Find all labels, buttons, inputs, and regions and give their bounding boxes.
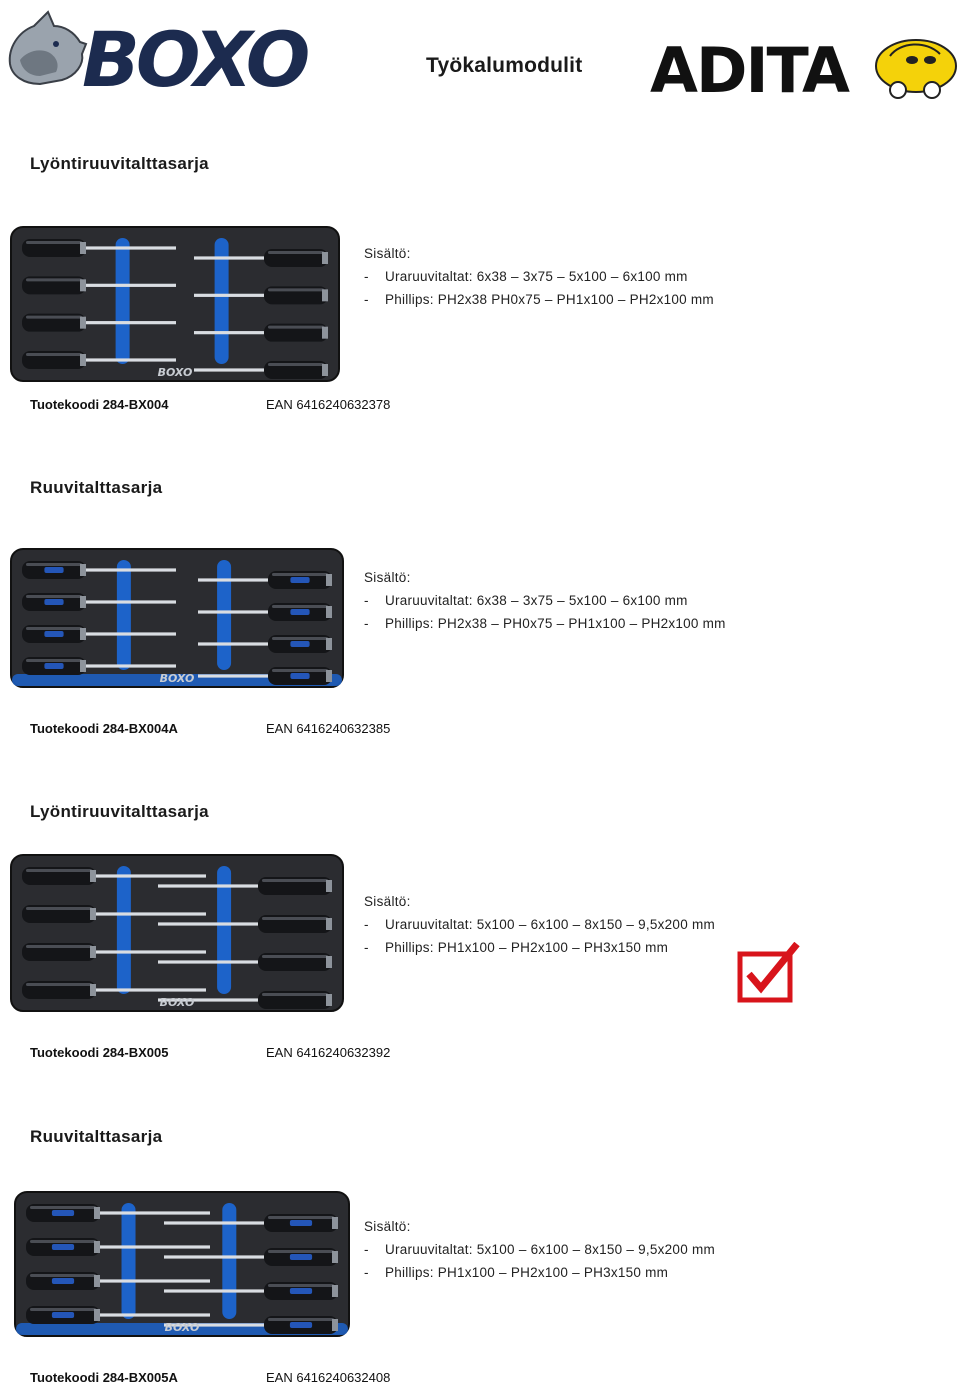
section-title: Ruuvitalttasarja: [30, 478, 163, 497]
list-item: - Uraruuvitaltat: 6x38 – 3x75 – 5x100 – 6x100 mm: [364, 269, 688, 284]
product-image: [14, 1191, 350, 1337]
contents-list: [364, 246, 714, 315]
product-code: Tuotekoodi 284-BX005A: [30, 1370, 178, 1385]
product-codes: [30, 1045, 390, 1060]
adita-logo: [650, 30, 958, 102]
contents-label: Sisältö:: [364, 570, 411, 585]
product-codes: [30, 721, 390, 736]
list-item: - Phillips: PH1x100 – PH2x100 – PH3x150 mm: [364, 940, 669, 955]
product-codes: [30, 1370, 390, 1385]
yellow-car-icon: [876, 40, 956, 98]
boxo-logo: [4, 8, 356, 94]
list-item: - Phillips: PH2x38 – PH0x75 – PH1x100 – PH2x100 mm: [364, 616, 726, 631]
list-item: - Phillips: PH2x38 PH0x75 – PH1x100 – PH2x100 mm: [364, 292, 714, 307]
ean-code: EAN 6416240632408: [266, 1370, 391, 1385]
product-code: Tuotekoodi 284-BX004A: [30, 721, 178, 736]
contents-label: Sisältö:: [364, 1219, 411, 1234]
list-item: - Uraruuvitaltat: 5x100 – 6x100 – 8x150 – 9,5x200 mm: [364, 917, 715, 932]
ean-code: EAN 6416240632392: [266, 1045, 391, 1060]
ean-code: EAN 6416240632378: [266, 397, 391, 412]
list-item: - Uraruuvitaltat: 5x100 – 6x100 – 8x150 – 9,5x200 mm: [364, 1242, 715, 1257]
product-code: Tuotekoodi 284-BX005: [30, 1045, 169, 1060]
tray-brand-label: BOXO: [164, 1321, 200, 1334]
section-title: Lyöntiruuvitalttasarja: [30, 154, 209, 173]
contents-list: [364, 1219, 715, 1288]
contents-label: Sisältö:: [364, 894, 411, 909]
tray-brand-label: BOXO: [157, 366, 193, 379]
product-image: [10, 226, 340, 382]
rhino-emblem-icon: [10, 12, 86, 84]
product-code: Tuotekoodi 284-BX004: [30, 397, 169, 412]
contents-list: [364, 570, 726, 639]
page-title: Työkalumodulit: [426, 54, 583, 77]
svg-text:BOXO: BOXO: [82, 15, 307, 94]
svg-text:ADITA: ADITA: [650, 34, 848, 102]
product-image: [10, 548, 344, 688]
list-item: - Phillips: PH1x100 – PH2x100 – PH3x150 mm: [364, 1265, 669, 1280]
contents-list: [364, 894, 715, 963]
checkmark-icon: [737, 942, 801, 1004]
ean-code: EAN 6416240632385: [266, 721, 391, 736]
product-codes: [30, 397, 390, 412]
product-image: [10, 854, 344, 1012]
section-title: Lyöntiruuvitalttasarja: [30, 802, 209, 821]
list-item: - Uraruuvitaltat: 6x38 – 3x75 – 5x100 – 6x100 mm: [364, 593, 688, 608]
tray-brand-label: BOXO: [159, 996, 195, 1009]
section-title: Ruuvitalttasarja: [30, 1127, 163, 1146]
tray-brand-label: BOXO: [159, 672, 195, 685]
contents-label: Sisältö:: [364, 246, 411, 261]
